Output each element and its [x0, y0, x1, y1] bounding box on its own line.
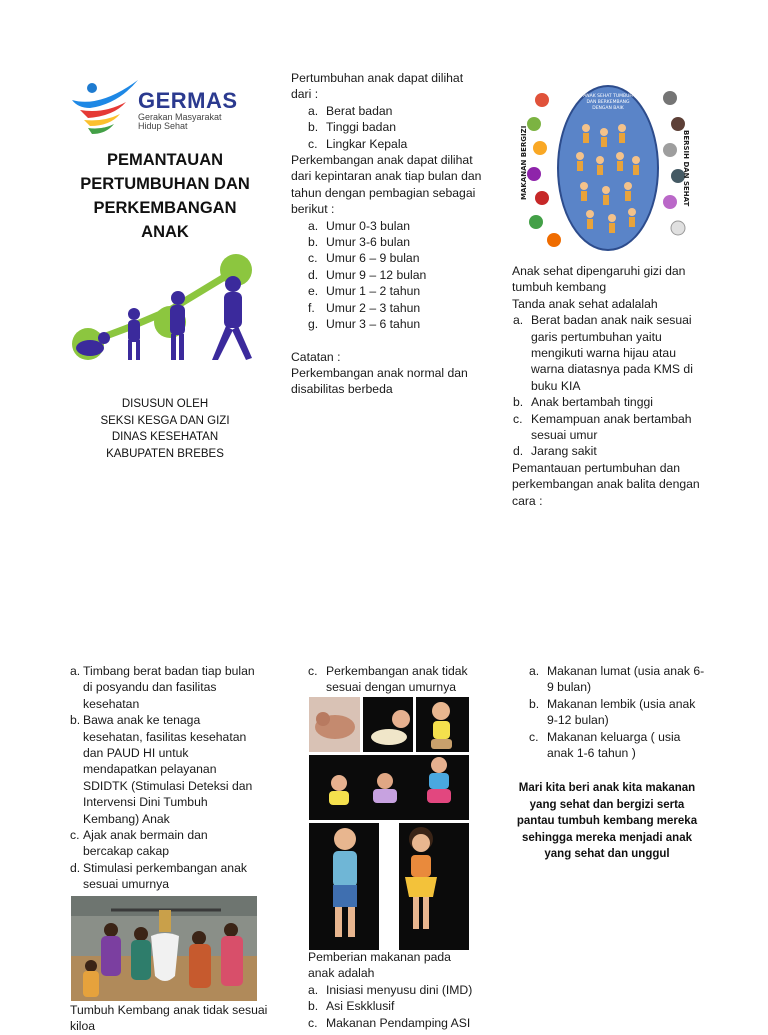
list-item: g. Umur 3 – 6 tahun	[308, 317, 421, 332]
note-text: Perkembangan anak normal dan disabilitas berbeda	[291, 365, 468, 397]
list-item: c. Ajak anak bermain dan bercakap cakap	[70, 828, 208, 859]
list-item: d. Jarang sakit	[513, 444, 597, 459]
list-item: c. Makanan keluarga ( usia anak 1-6 tahun )	[529, 729, 681, 761]
list-item: a. Berat badan	[308, 103, 393, 118]
healthy-child-section	[512, 263, 702, 509]
growth-silhouette-illustration	[68, 252, 260, 367]
list-item: b. Umur 3-6 bulan	[308, 235, 410, 250]
signs-list	[512, 312, 702, 460]
growth-not-appropriate-text: Tumbuh Kembang anak tidak sesuai kiloa	[70, 1003, 268, 1034]
list-item: d. Stimulasi perkembangan anak sesuai umurnya	[70, 860, 247, 892]
monitoring-methods-section	[70, 663, 260, 893]
list-marker: c.	[308, 664, 318, 678]
list-item: a. Berat badan anak naik sesuai garis pertumbuhan yaitu mengikuti warna hijau atau warna diatasnya pada KMS di buku KIA	[513, 313, 693, 393]
list-item: c. Lingkar Kepala	[308, 136, 408, 151]
list-item: b. Tinggi badan	[308, 120, 397, 135]
list-item: c. Kemampuan anak bertambah sesuai umur	[513, 411, 692, 443]
signs-heading: Tanda anak sehat adalalah	[512, 296, 658, 311]
germas-swoosh-icon	[70, 78, 140, 136]
posyandu-weighing-illustration	[71, 896, 257, 1001]
food-stages-list	[529, 663, 705, 761]
list-item: a. Makanan lumat (usia anak 6-9 bulan)	[529, 664, 705, 695]
feeding-intro: Pemberian makanan pada anak adalah	[308, 950, 451, 981]
org-line: DISUSUN OLEH	[121, 398, 209, 410]
org-line: KABUPATEN BREBES	[106, 447, 224, 460]
development-intro: Perkembangan anak dapat dilihat dari kepintaran anak tiap bulan dan tahun dengan pembagian sebagai berikut :	[291, 153, 482, 217]
list-item: b. Asi Eskklusif	[308, 999, 395, 1014]
development-not-appropriate-item: c. Perkembangan anak tidak sesuai dengan umurnya	[308, 664, 468, 695]
logo-title: GERMAS	[138, 88, 238, 113]
list-item: f. Umur 2 – 3 tahun	[308, 300, 421, 315]
monitoring-list	[70, 663, 260, 893]
list-item: e. Umur 1 – 2 tahun	[308, 284, 421, 299]
note-label: Catatan :	[291, 349, 341, 364]
cover-org	[70, 396, 260, 462]
list-item: b. Makanan lembik (usia anak 9-12 bulan)	[529, 696, 696, 728]
list-item: a. Timbang berat badan tiap bulan di posyandu dan fasilitas kesehatan	[70, 664, 255, 711]
org-line: DINAS KESEHATAN	[111, 431, 219, 443]
growth-intro: Pertumbuhan anak dapat dilihat dari :	[291, 71, 464, 102]
list-item: a. Inisiasi menyusu dini (IMD)	[308, 982, 473, 997]
closing-slogan: Mari kita beri anak kita makanan yang sehat dan bergizi serta pantau tumbuh kembang mereka sehingga mereka menjadi anak yang sehat dan unggul	[516, 782, 698, 860]
germas-logo	[70, 78, 260, 136]
feeding-section	[308, 949, 478, 1031]
child-development-photos	[309, 697, 469, 950]
monitoring-intro: Pemantauan pertumbuhan dan perkembangan anak balita dengan cara :	[512, 460, 700, 508]
list-item: a. Umur 0-3 bulan	[308, 218, 410, 233]
logo-subtitle-1: Gerakan Masyarakat	[138, 112, 222, 122]
list-item: b. Bawa anak ke tenaga kesehatan, fasilitas kesehatan dan PAUD HI untuk mendapatkan pelayanan SDIDTK (Stimulasi Deteksi dan Intervensi Dini Tumbuh Kembang) Anak	[70, 713, 253, 826]
list-item: d. Umur 9 – 12 bulan	[308, 267, 427, 282]
poster-left-label: MAKANAN BERGIZI	[520, 125, 528, 200]
org-line: SEKSI KESGA DAN GIZI	[100, 414, 230, 427]
healthy-child-poster	[520, 80, 692, 256]
logo-subtitle-2: Hidup Sehat	[138, 121, 188, 131]
poster-center-text: ANAK SEHAT TUMBUH DAN BERKEMBANG DENGAN BAIK	[583, 94, 633, 111]
growth-list	[291, 103, 483, 152]
age-list	[291, 218, 483, 333]
food-stages-section	[529, 663, 705, 761]
nutrition-intro: Anak sehat dipengaruhi gizi dan tumbuh kembang	[512, 264, 686, 295]
list-item: c. Makanan Pendamping ASI	[308, 1015, 471, 1030]
cover-title: PEMANTAUAN PERTUMBUHAN DAN PERKEMBANGAN ANAK	[80, 151, 250, 241]
poster-right-label: BERSIH DAN SEHAT	[682, 130, 690, 207]
list-item: b. Anak bertambah tinggi	[513, 395, 653, 410]
growth-development-section	[291, 70, 483, 398]
list-item: c. Umur 6 – 9 bulan	[308, 251, 420, 266]
